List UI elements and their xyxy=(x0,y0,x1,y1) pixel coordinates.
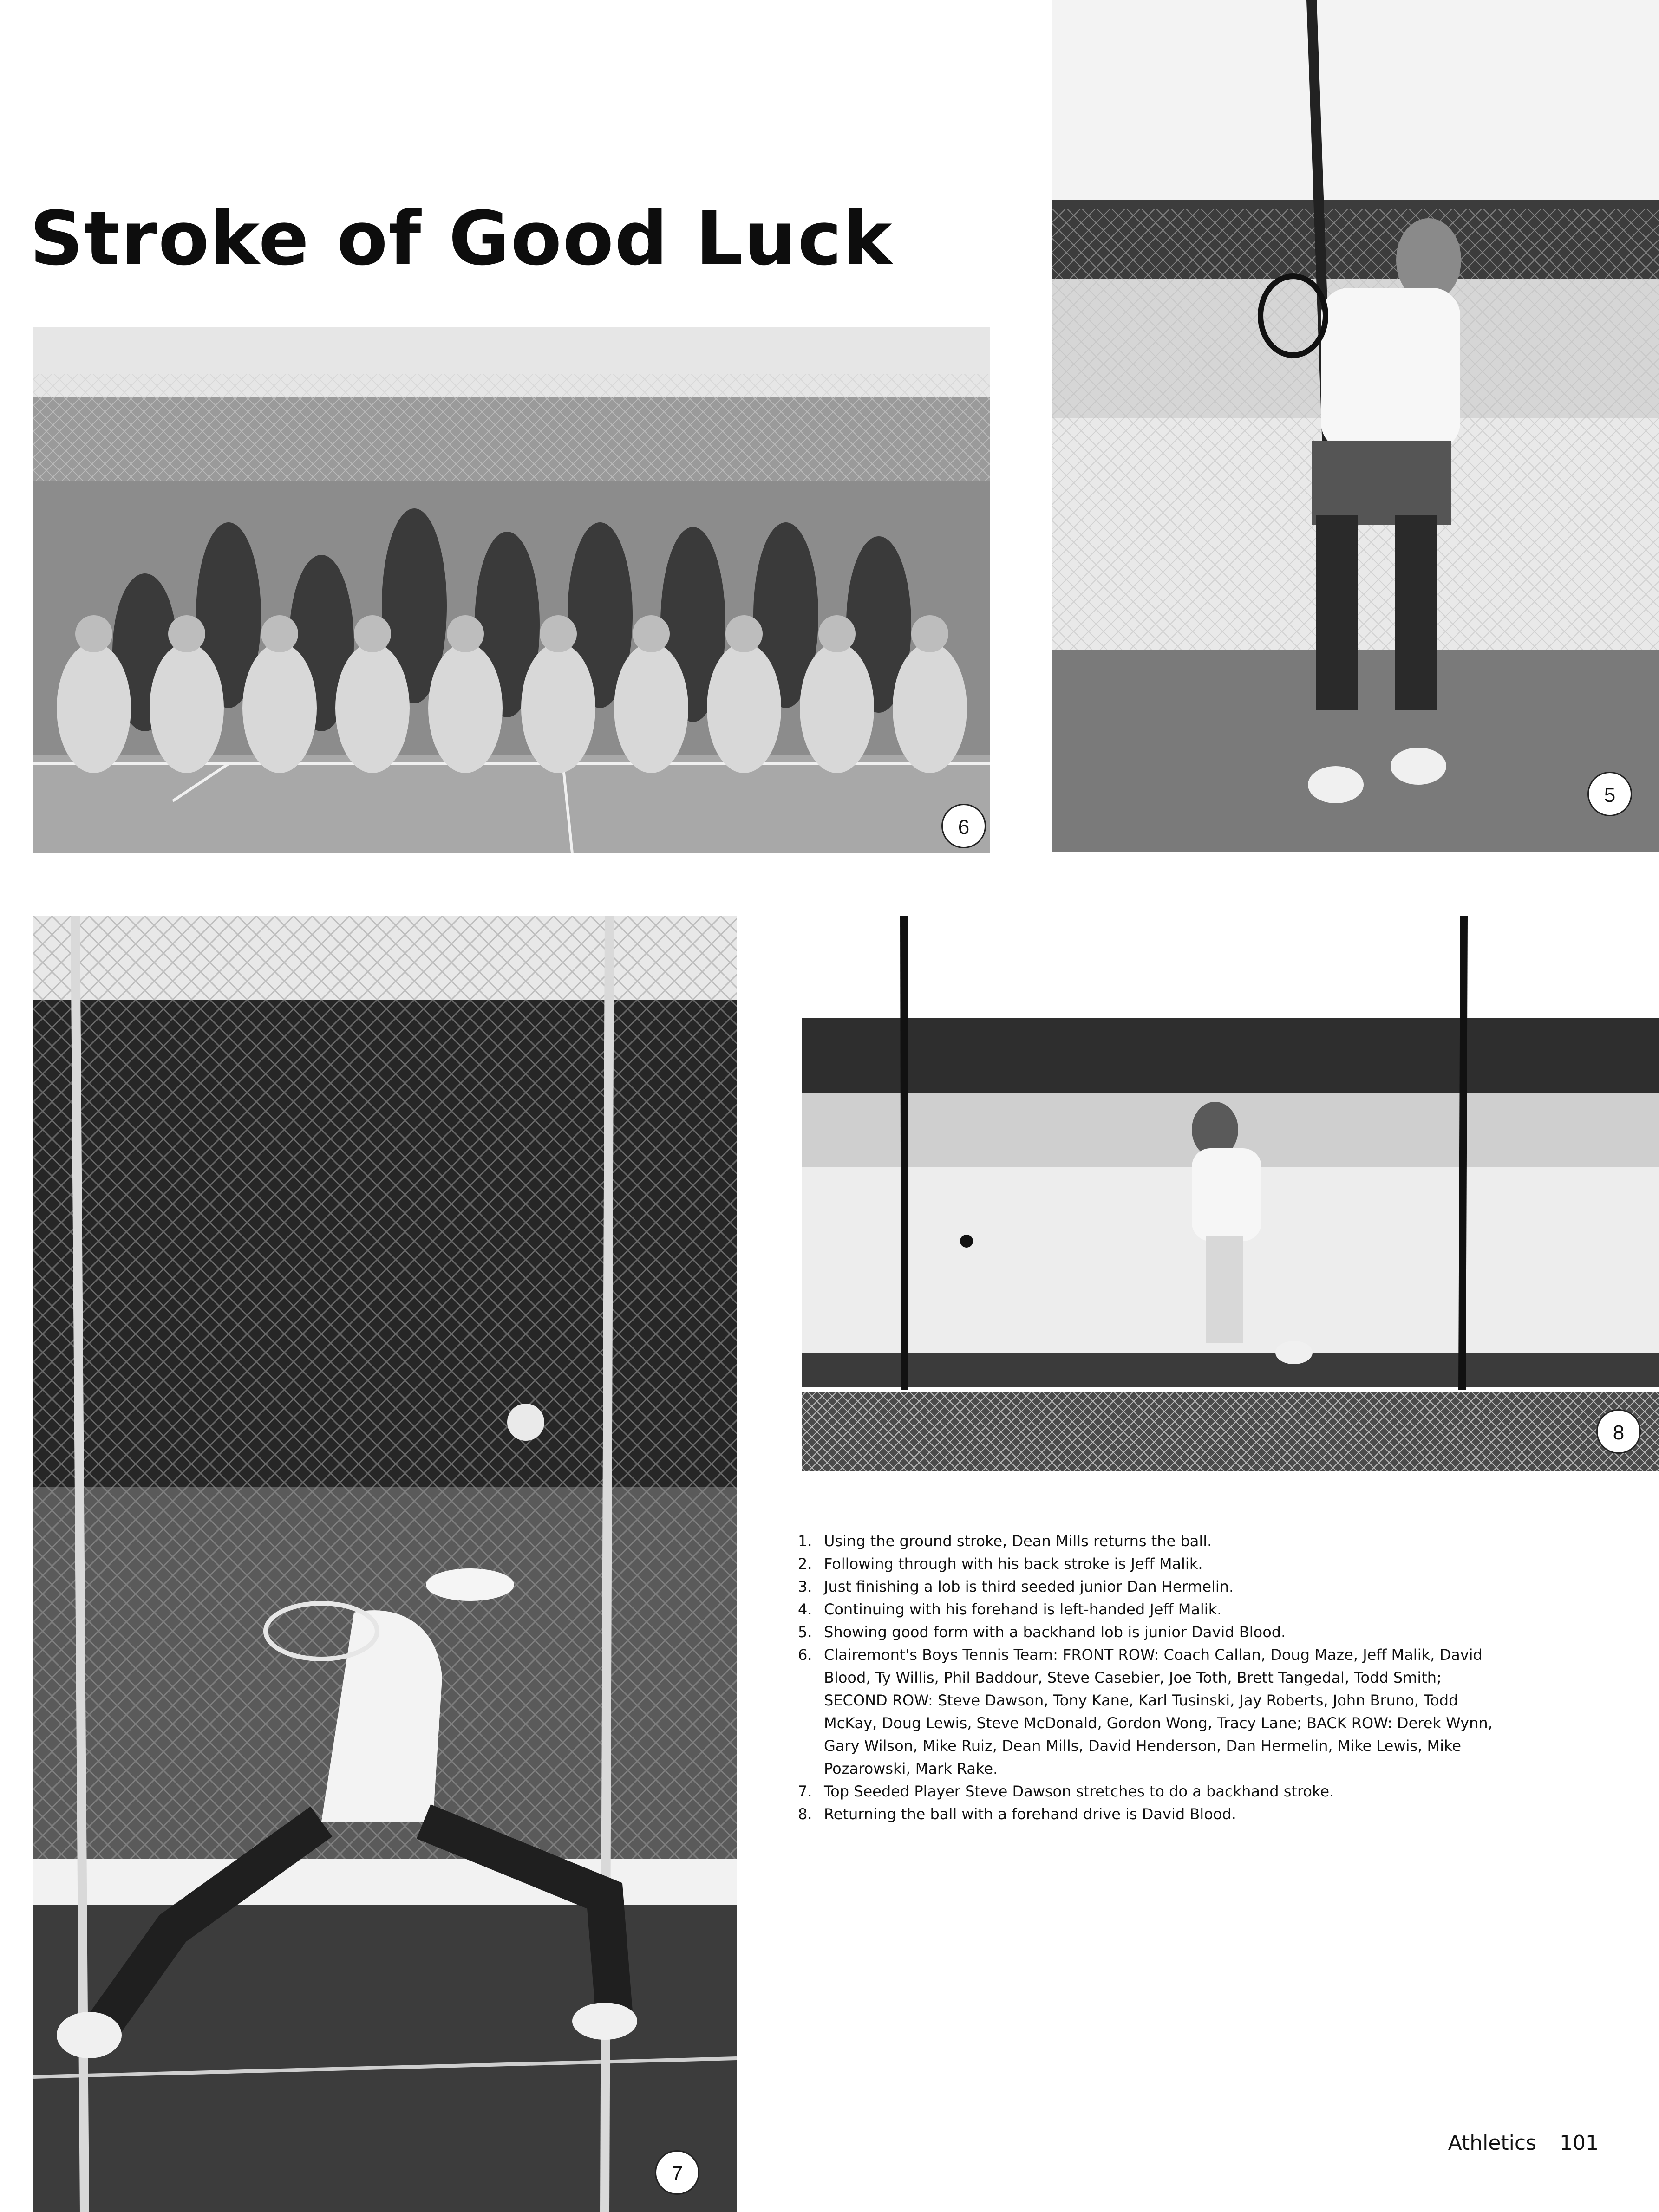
caption-item: 7. Top Seeded Player Steve Dawson stretches to do a backhand stroke. xyxy=(798,1783,1334,1800)
section-name: Athletics xyxy=(1448,2131,1537,2155)
backhand-stretch-photo xyxy=(33,916,737,2212)
photo-captions xyxy=(798,1530,1504,1826)
caption-item: 1. Using the ground stroke, Dean Mills returns the ball. xyxy=(798,1532,1212,1550)
team-photo xyxy=(33,327,990,853)
caption-item: 2. Following through with his back stroke is Jeff Malik. xyxy=(798,1555,1203,1573)
backhand-lob-photo xyxy=(1052,0,1659,852)
caption-item: 5. Showing good form with a backhand lob is junior David Blood. xyxy=(798,1623,1286,1641)
photo-number-badge: 7 xyxy=(655,2150,699,2195)
backhand-lob-image xyxy=(1052,0,1659,852)
page-footer xyxy=(1448,2131,1599,2155)
caption-item: 3. Just finishing a lob is third seeded junior Dan Hermelin. xyxy=(798,1578,1234,1595)
forehand-drive-image xyxy=(802,916,1659,1471)
page-number: 101 xyxy=(1560,2131,1599,2155)
photo-number-badge: 8 xyxy=(1596,1409,1641,1454)
backhand-stretch-image xyxy=(33,916,737,2212)
page-title: Stroke of Good Luck xyxy=(30,195,893,282)
photo-number-badge: 5 xyxy=(1587,772,1632,816)
caption-item: 8. Returning the ball with a forehand drive is David Blood. xyxy=(798,1805,1236,1823)
caption-item: 6. Clairemont's Boys Tennis Team: FRONT ROW: Coach Callan, Doug Maze, Jeff Malik, David Blood, Ty Willis, Phil Baddour, Steve Casebier, Joe Toth, Brett Tangedal, Todd Smith; SECOND ROW: Steve Dawson, Tony Kane, Karl Tusinski, Jay Roberts, John Bruno, Todd McKay, Doug Lewis, Steve McDonald, Gordon Wong, Tracy Lane; BACK ROW: Derek Wynn, Gary Wilson, Mike Ruiz, Dean Mills, David Henderson, Dan Hermelin, Mike Lewis, Mike Pozarowski, Mark Rake. xyxy=(798,1646,1493,1777)
forehand-drive-photo xyxy=(802,916,1659,1471)
team-photo-image xyxy=(33,327,990,853)
caption-item: 4. Continuing with his forehand is left-handed Jeff Malik. xyxy=(798,1600,1222,1618)
photo-number-badge: 6 xyxy=(941,804,986,848)
